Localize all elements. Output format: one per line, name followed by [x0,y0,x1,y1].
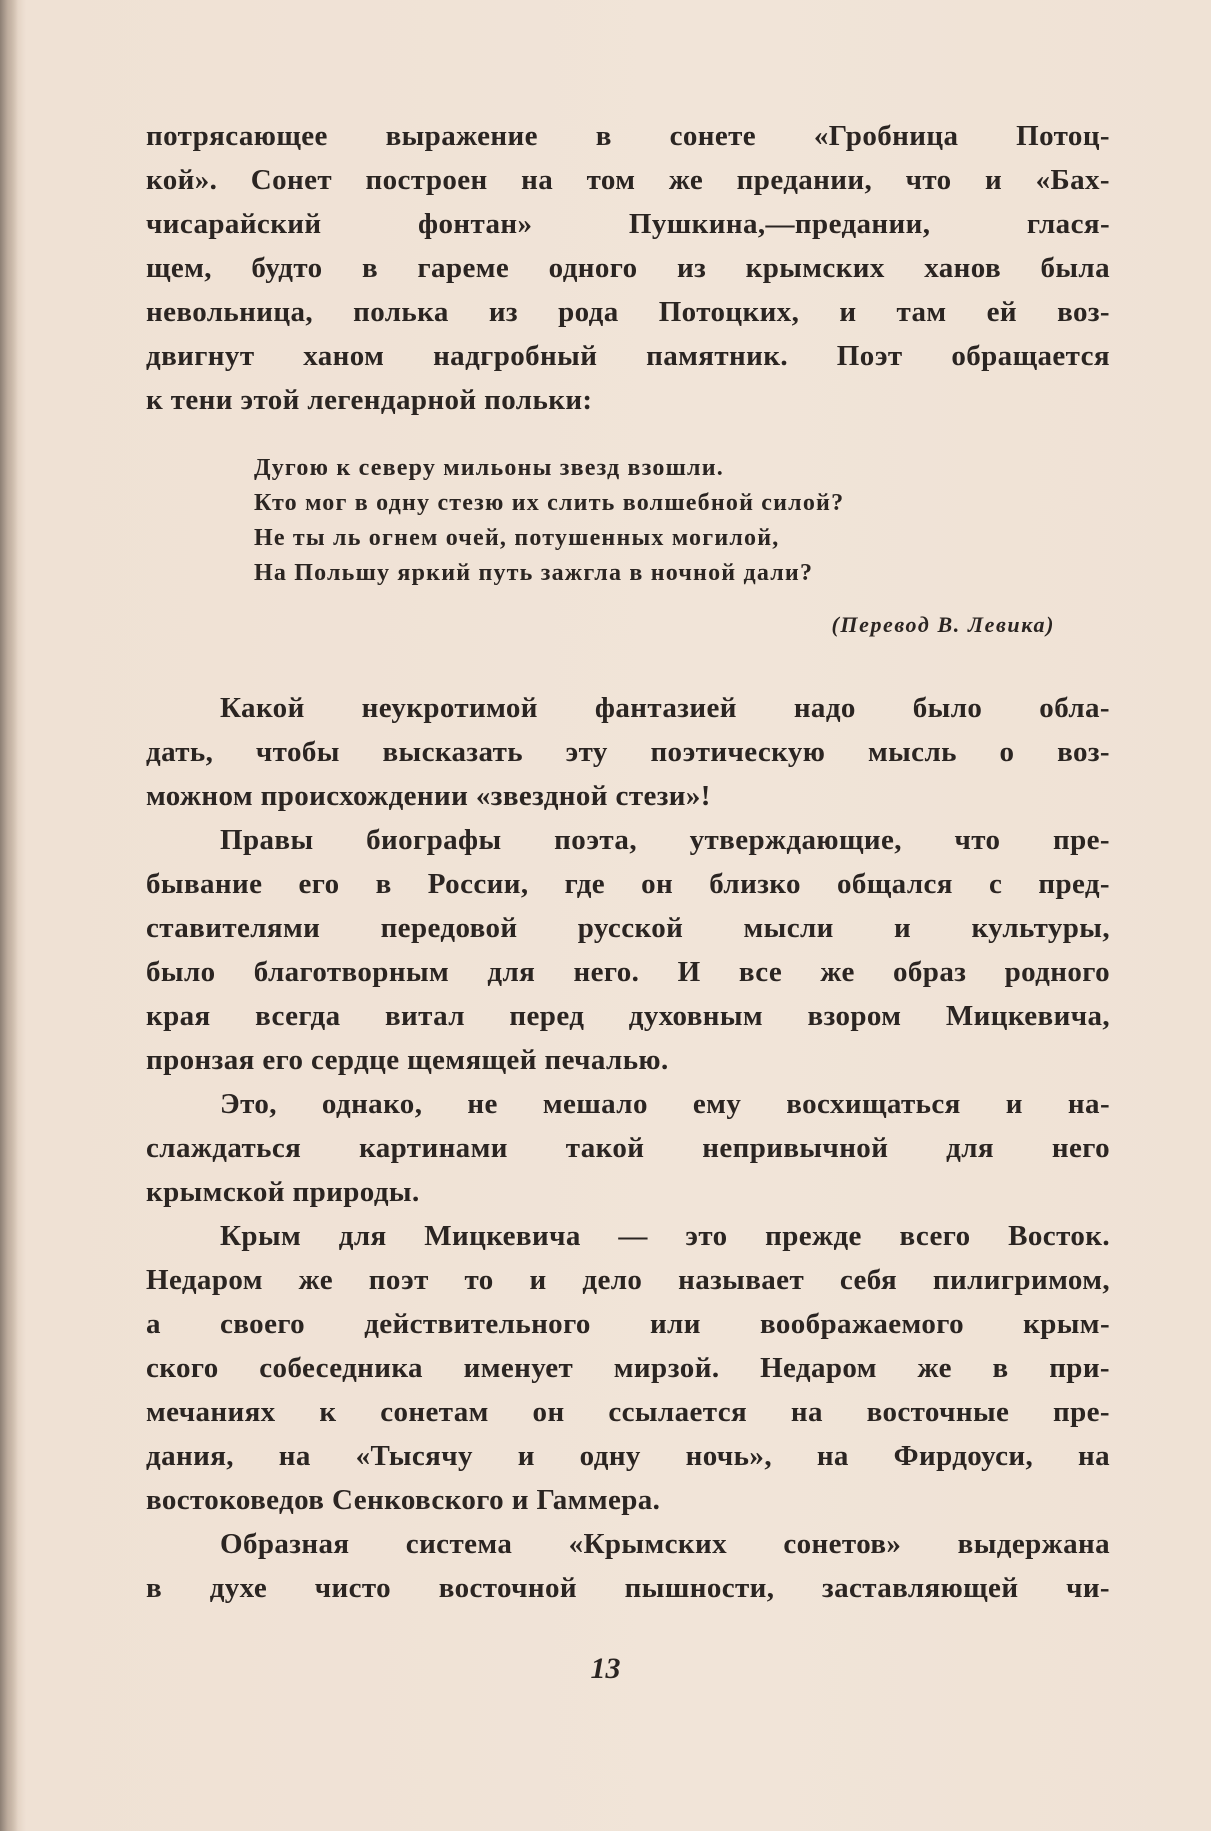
text-line: кой». Сонет построен на том же предании, что и «Бах- [146,164,1110,196]
text-line: невольница, полька из рода Потоцких, и там ей воз- [146,296,1110,328]
page-number: 13 [590,1652,621,1685]
text-line: Правы биографы поэта, утверждающие, что пре- [220,824,1110,856]
translation-attribution: (Перевод В. Левика) [831,612,1055,637]
text-line: было благотворным для него. И все же образ родного [146,956,1110,988]
text-line: потрясающее выражение в сонете «Гробница Потоц- [146,120,1110,152]
text-line: чисарайский фонтан» Пушкина,—предании, глася- [146,208,1110,240]
text-line: слаждаться картинами такой непривычной для него [146,1132,1110,1164]
text-line: края всегда витал перед духовным взором Мицкевича, [146,1000,1110,1032]
paragraph [146,686,1110,818]
paragraph [146,1082,1110,1214]
text-line: щем, будто в гареме одного из крымских ханов была [146,252,1110,284]
text-line: бывание его в России, где он близко общался с пред- [146,868,1110,900]
text-line: востоковедов Сенковского и Гаммера. [146,1484,661,1516]
text-line: в духе чисто восточной пышности, заставляющей чи- [146,1572,1110,1604]
text-line: ставителями передовой русской мысли и культуры, [146,912,1110,944]
text-line: можном происхождении «звездной стези»! [146,780,711,812]
text-line: дания, на «Тысячу и одну ночь», на Фирдоуси, на [146,1440,1110,1472]
text-line: мечаниях к сонетам он ссылается на восточные пре- [146,1396,1110,1428]
text-line: ского собеседника именует мирзой. Недаром же в при- [146,1352,1110,1384]
verse-quote [254,451,1054,591]
text-line: Образная система «Крымских сонетов» выдержана [220,1528,1110,1560]
text-line: пронзая его сердце щемящей печалью. [146,1044,669,1076]
text-line: Крым для Мицкевича — это прежде всего Восток. [220,1220,1110,1252]
text-line: к тени этой легендарной польки: [146,384,593,416]
text-line: двигнут ханом надгробный памятник. Поэт обращается [146,340,1110,372]
page-gutter-shadow [0,0,18,1831]
text-line: дать, чтобы высказать эту поэтическую мысль о воз- [146,736,1110,768]
text-line: крымской природы. [146,1176,420,1208]
body-text [146,686,1110,1610]
text-line: Недаром же поэт то и дело называет себя пилигримом, [146,1264,1110,1296]
verse-line: Дугою к северу мильоны звезд взошли. [254,455,724,481]
verse-line: Не ты ль огнем очей, потушенных могилой, [254,525,780,551]
verse-line: Кто мог в одну стезю их слить волшебной силой? [254,490,845,516]
paragraph [146,1522,1110,1610]
paragraph [146,818,1110,1082]
paragraph [146,1214,1110,1522]
text-line: Какой неукротимой фантазией надо было обла- [220,692,1110,724]
text-line: а своего действительного или воображаемого крым- [146,1308,1110,1340]
intro-paragraph [146,114,1110,422]
text-line: Это, однако, не мешало ему восхищаться и на- [220,1088,1110,1120]
verse-line: На Польшу яркий путь зажгла в ночной дали? [254,560,814,586]
